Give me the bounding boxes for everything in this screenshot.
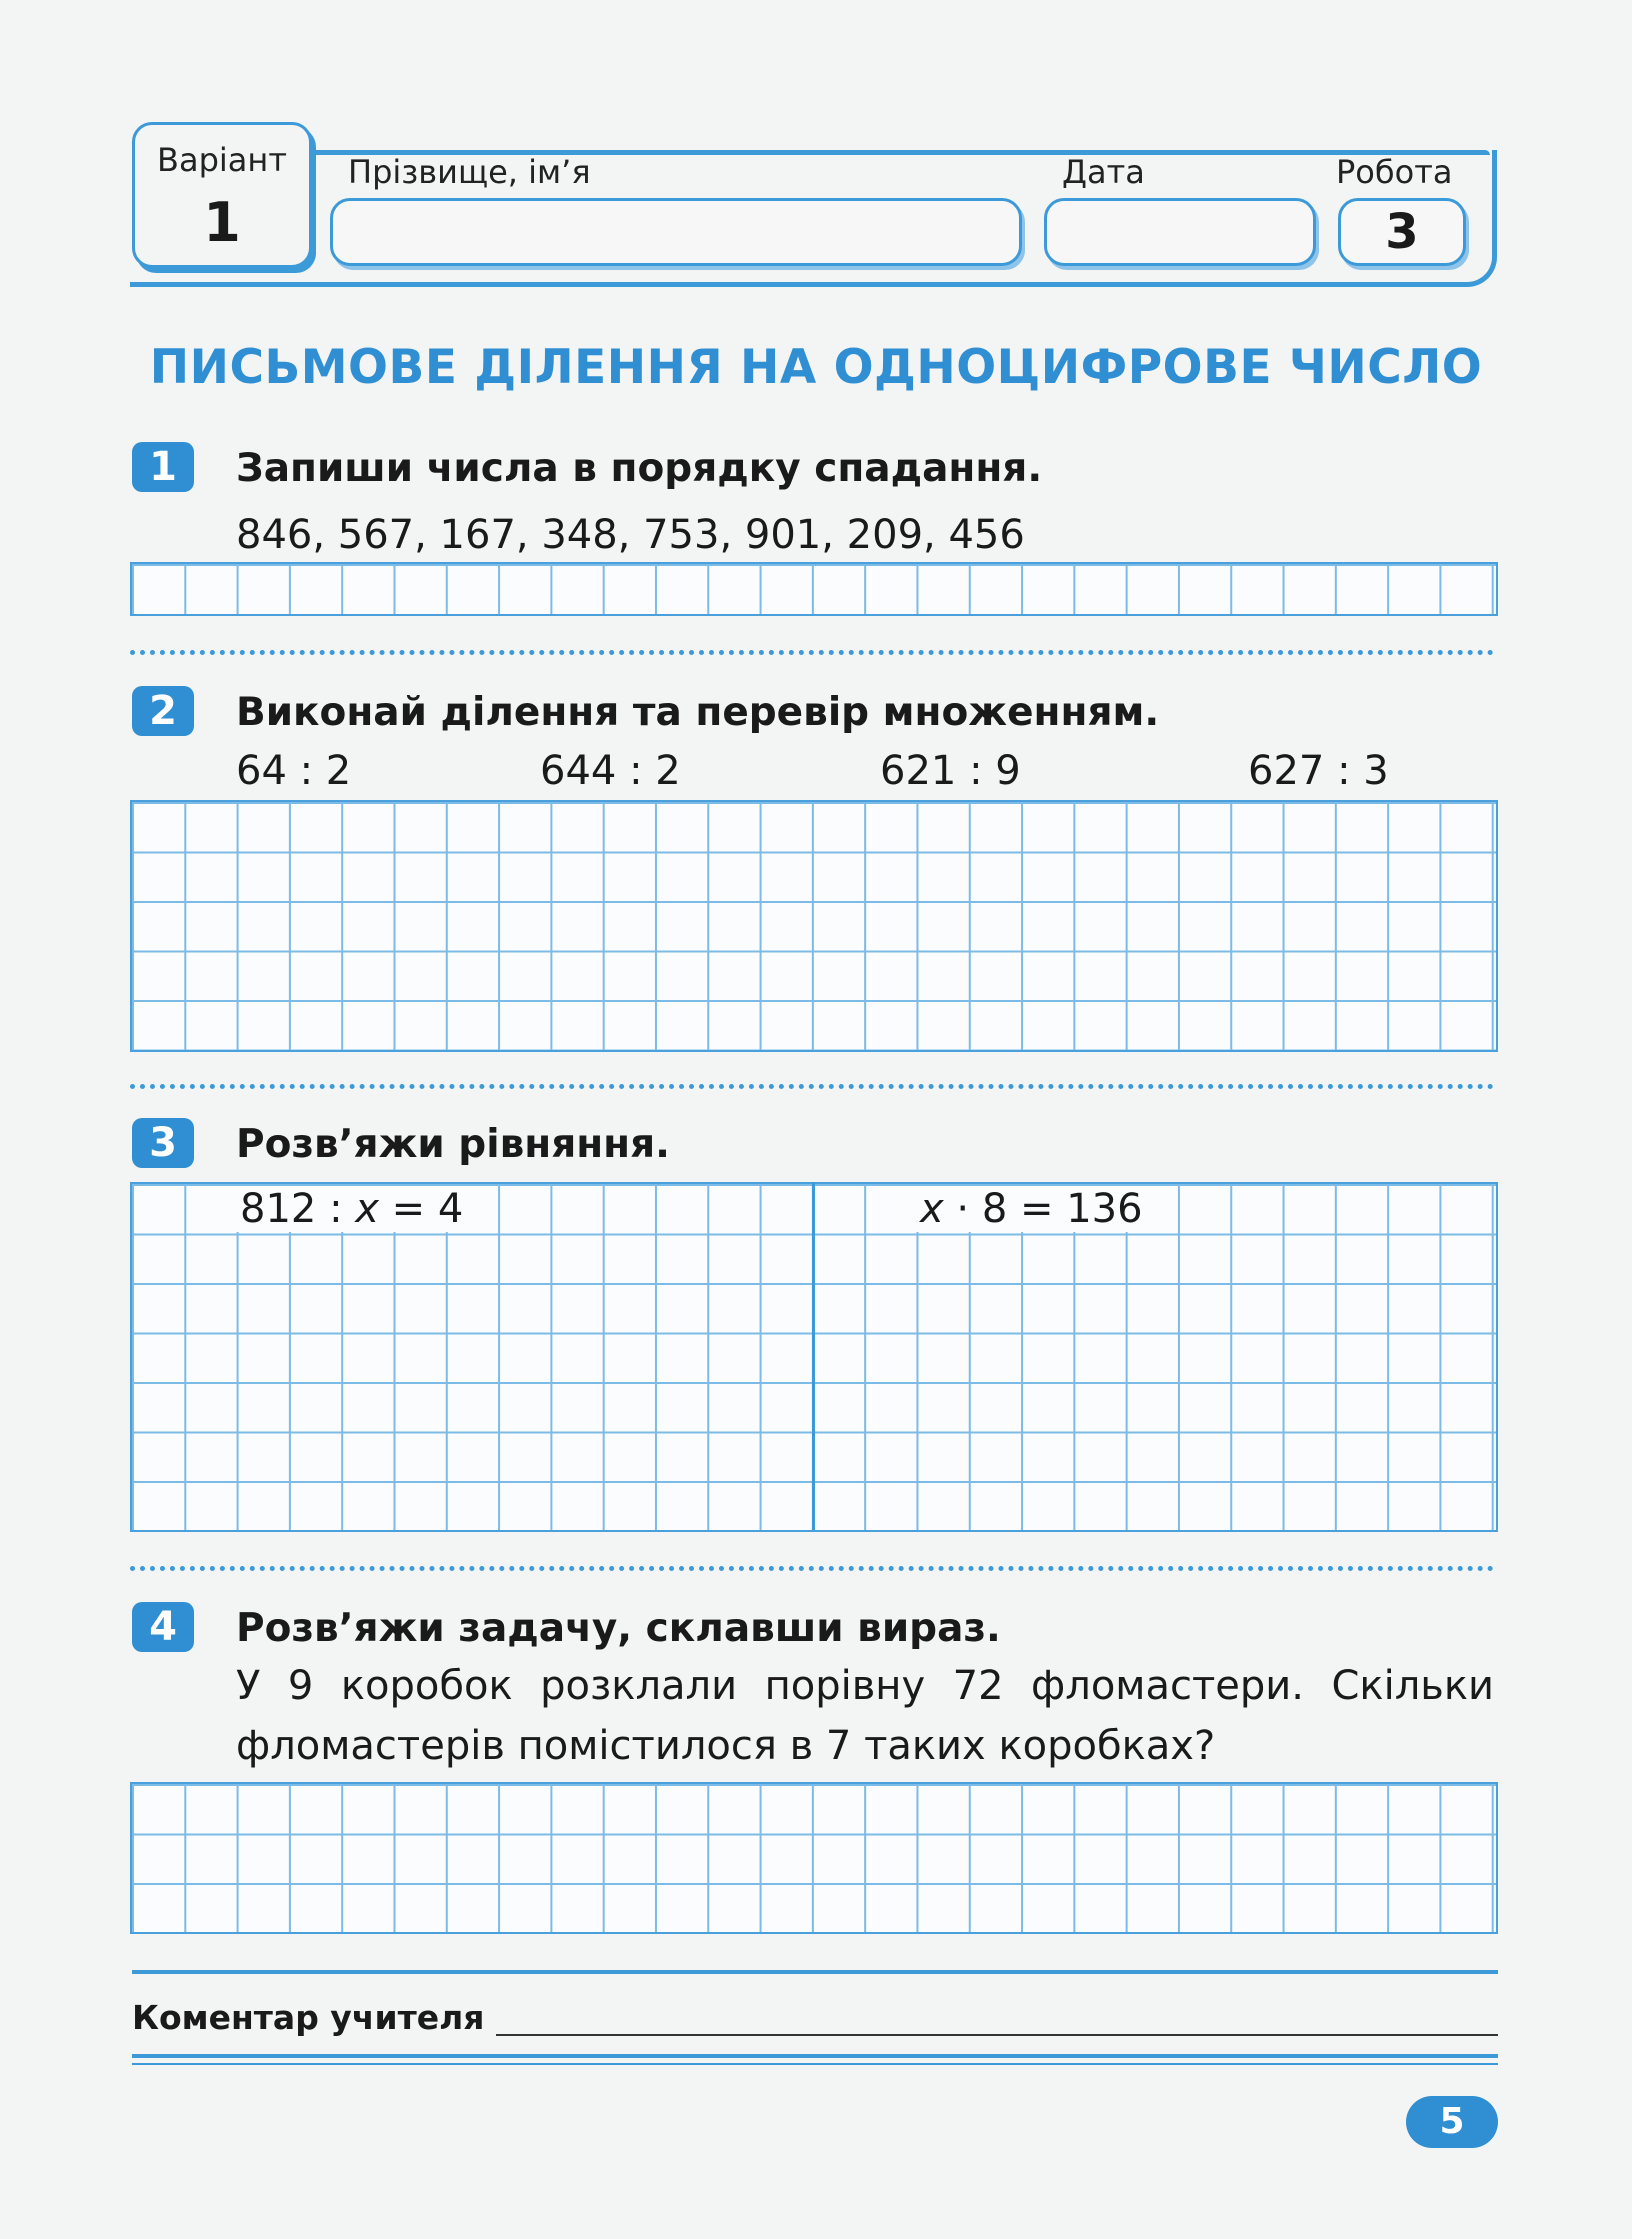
name-field[interactable] [330, 198, 1022, 266]
task-4-problem-text: У 9 коробок розклали порівну 72 фломастери. Скільки фломастерів помістилося в 7 таких коробках? [236, 1663, 1494, 1769]
task-1-numbers: 846, 567, 167, 348, 753, 901, 209, 456 [236, 512, 1025, 558]
task-2-expression-2: 644 : 2 [540, 748, 681, 794]
separator [130, 1084, 1494, 1089]
task-1-title: Запиши числа в порядку спадання. [236, 446, 1043, 491]
task-3-column-divider [812, 1182, 815, 1530]
task-3-equation-1: 812 : x = 4 [236, 1186, 467, 1232]
variant-label: Варіант [157, 141, 287, 179]
work-number: 3 [1385, 204, 1419, 260]
task-3-title: Розв’яжи рівняння. [236, 1122, 670, 1167]
separator [130, 650, 1494, 655]
task-3-equation-2: x · 8 = 136 [916, 1186, 1147, 1232]
name-label: Прізвище, ім’я [348, 153, 591, 191]
teacher-comment-label: Коментар учителя [132, 1998, 485, 2037]
task-2-expression-3: 621 : 9 [880, 748, 1021, 794]
date-label: Дата [1062, 153, 1145, 191]
comment-top-line [132, 1970, 1498, 1974]
task-2-answer-grid[interactable] [130, 800, 1498, 1052]
variant-box [132, 122, 312, 268]
task-3-badge: 3 [132, 1118, 194, 1168]
work-label: Робота [1336, 153, 1453, 191]
task-2-expression-1: 64 : 2 [236, 748, 352, 794]
task-4-title: Розв’яжи задачу, склавши вираз. [236, 1606, 1001, 1651]
task-1-answer-grid[interactable] [130, 562, 1498, 616]
task-2-title: Виконай ділення та перевір множенням. [236, 690, 1160, 735]
page-number: 5 [1406, 2096, 1498, 2148]
variant-value: 1 [203, 191, 241, 254]
task-4-answer-grid[interactable] [130, 1782, 1498, 1934]
task-4-badge: 4 [132, 1602, 194, 1652]
comment-bottom-line [132, 2054, 1498, 2058]
comment-bottom-line-thin [132, 2063, 1498, 2065]
task-2-expression-4: 627 : 3 [1248, 748, 1389, 794]
teacher-comment-field[interactable] [496, 2034, 1498, 2036]
page-title: ПИСЬМОВЕ ДІЛЕННЯ НА ОДНОЦИФРОВЕ ЧИСЛО [149, 340, 1483, 395]
task-1-badge: 1 [132, 442, 194, 492]
separator [130, 1566, 1494, 1571]
task-2-badge: 2 [132, 686, 194, 736]
date-field[interactable] [1044, 198, 1316, 266]
